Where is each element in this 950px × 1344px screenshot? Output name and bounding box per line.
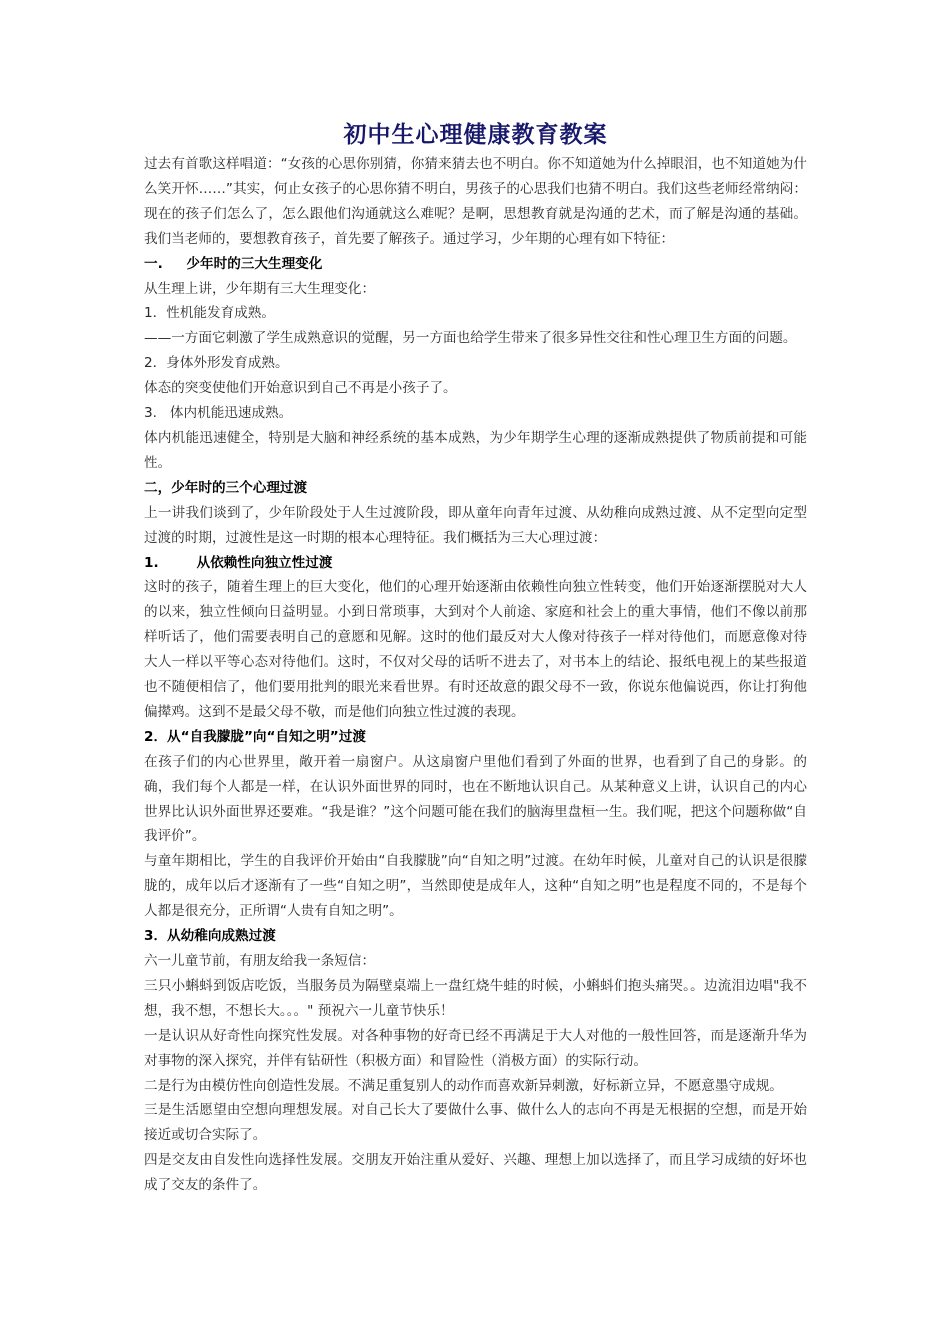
section-heading: 二，少年时的三个心理过渡 [144, 479, 308, 496]
section-heading: 3．从幼稚向成熟过渡 [144, 928, 276, 945]
document-body [144, 152, 807, 1198]
paragraph: 2．身体外形发育成熟。 [144, 355, 289, 372]
document-page [144, 120, 807, 1198]
paragraph: 一是认识从好奇性向探究性发展。对各种事物的好奇已经不再满足于大人对他的一般性回答，而是逐渐升华为对事物的深入探究，并伴有钻研性（积极方面）和冒险性（消极方面）的实际行动。 [144, 1027, 807, 1069]
paragraph: 3. 体内机能迅速成熟。 [144, 405, 293, 422]
paragraph: 上一讲我们谈到了，少年阶段处于人生过渡阶段，即从童年向青年过渡、从幼稚向成熟过渡、从不定型向定型过渡的时期，过渡性是这一时期的根本心理特征。我们概括为三大心理过渡： [144, 504, 807, 546]
paragraph: 与童年期相比，学生的自我评价开始由“自我朦胧”向“自知之明”过渡。在幼年时候，儿童对自己的认识是很朦胧的，成年以后才逐渐有了一些“自知之明”，当然即使是成年人，这种“自知之明”也是程度不同的，不是每个人都是很充分，正所谓“人贵有自知之明”。 [144, 853, 807, 920]
document-title: 初中生心理健康教育教案 [343, 122, 608, 148]
section-heading: 一. 少年时的三大生理变化 [144, 255, 323, 272]
paragraph: 六一儿童节前，有朋友给我一条短信： [144, 953, 376, 969]
paragraph: 三是生活愿望由空想向理想发展。对自己长大了要做什么事、做什么人的志向不再是无根据的空想，而是开始接近或切合实际了。 [144, 1102, 807, 1144]
paragraph: 四是交友由自发性向选择性发展。交朋友开始注重从爱好、兴趣、理想上加以选择了，而且学习成绩的好坏也成了交友的条件了。 [144, 1152, 807, 1194]
paragraph: 在孩子们的内心世界里，敞开着一扇窗户。从这扇窗户里他们看到了外面的世界，也看到了自己的身影。的确，我们每个人都是一样，在认识外面世界的同时，也在不断地认识自己。从某种意义上讲，认识自己的内心世界比认识外面世界还要难。“我是谁？”这个问题可能在我们的脑海里盘桓一生。我们呢，把这个问题称做“自我评价”。 [144, 753, 807, 845]
paragraph: 1．性机能发育成熟。 [144, 305, 275, 322]
paragraph: 从生理上讲，少年期有三大生理变化： [144, 280, 376, 297]
section-heading: 2．从“自我朦胧”向“自知之明”过渡 [144, 728, 366, 745]
paragraph: ——一方面它刺激了学生成熟意识的觉醒，另一方面也给学生带来了很多异性交往和性心理卫生方面的问题。 [144, 330, 797, 347]
paragraph: 体态的突变使他们开始意识到自己不再是小孩子了。 [144, 380, 457, 397]
paragraph: 三只小蝌蚪到饭店吃饭，当服务员为隔壁桌端上一盘红烧牛蛙的时候，小蝌蚪们抱头痛哭。。边流泪边唱"我不想，我不想，不想长大。。。" 预祝六一儿童节快乐！ [144, 977, 807, 1019]
paragraph: 这时的孩子，随着生理上的巨大变化，他们的心理开始逐渐由依赖性向独立性转变，他们开始逐渐摆脱对大人的以来，独立性倾向日益明显。小到日常琐事，大到对个人前途、家庭和社会上的重大事情，他们不像以前那样听话了，他们需要表明自己的意愿和见解。这时的他们最反对大人像对待孩子一样对待他们，而愿意像对待大人一样以平等心态对待他们。这时，不仅对父母的话听不进去了，对书本上的结论、报纸电视上的某些报道也不随便相信了，他们要用批判的眼光来看世界。有时还故意的跟父母不一致，你说东他偏说西，你让打狗他偏撵鸡。这到不是最父母不敬，而是他们向独立性过渡的表现。 [144, 579, 807, 720]
paragraph: 过去有首歌这样唱道：“女孩的心思你别猜，你猜来猜去也不明白。你不知道她为什么掉眼泪，也不知道她为什么笑开怀……”其实，何止女孩子的心思你猜不明白，男孩子的心思我们也猜不明白。我们这些老师经常纳闷：现在的孩子们怎么了，怎么跟他们沟通就这么难呢？是啊，思想教育就是沟通的艺术，而了解是沟通的基础。我们当老师的，要想教育孩子，首先要了解孩子。通过学习，少年期的心理有如下特征： [144, 156, 807, 247]
section-heading: 1. 从依赖性向独立性过渡 [144, 554, 333, 571]
paragraph: 体内机能迅速健全，特别是大脑和神经系统的基本成熟，为少年期学生心理的逐渐成熟提供了物质前提和可能性。 [144, 429, 807, 471]
paragraph: 二是行为由模仿性向创造性发展。不满足重复别人的动作而喜欢新异刺激，好标新立异，不愿意墨守成规。 [144, 1077, 783, 1094]
